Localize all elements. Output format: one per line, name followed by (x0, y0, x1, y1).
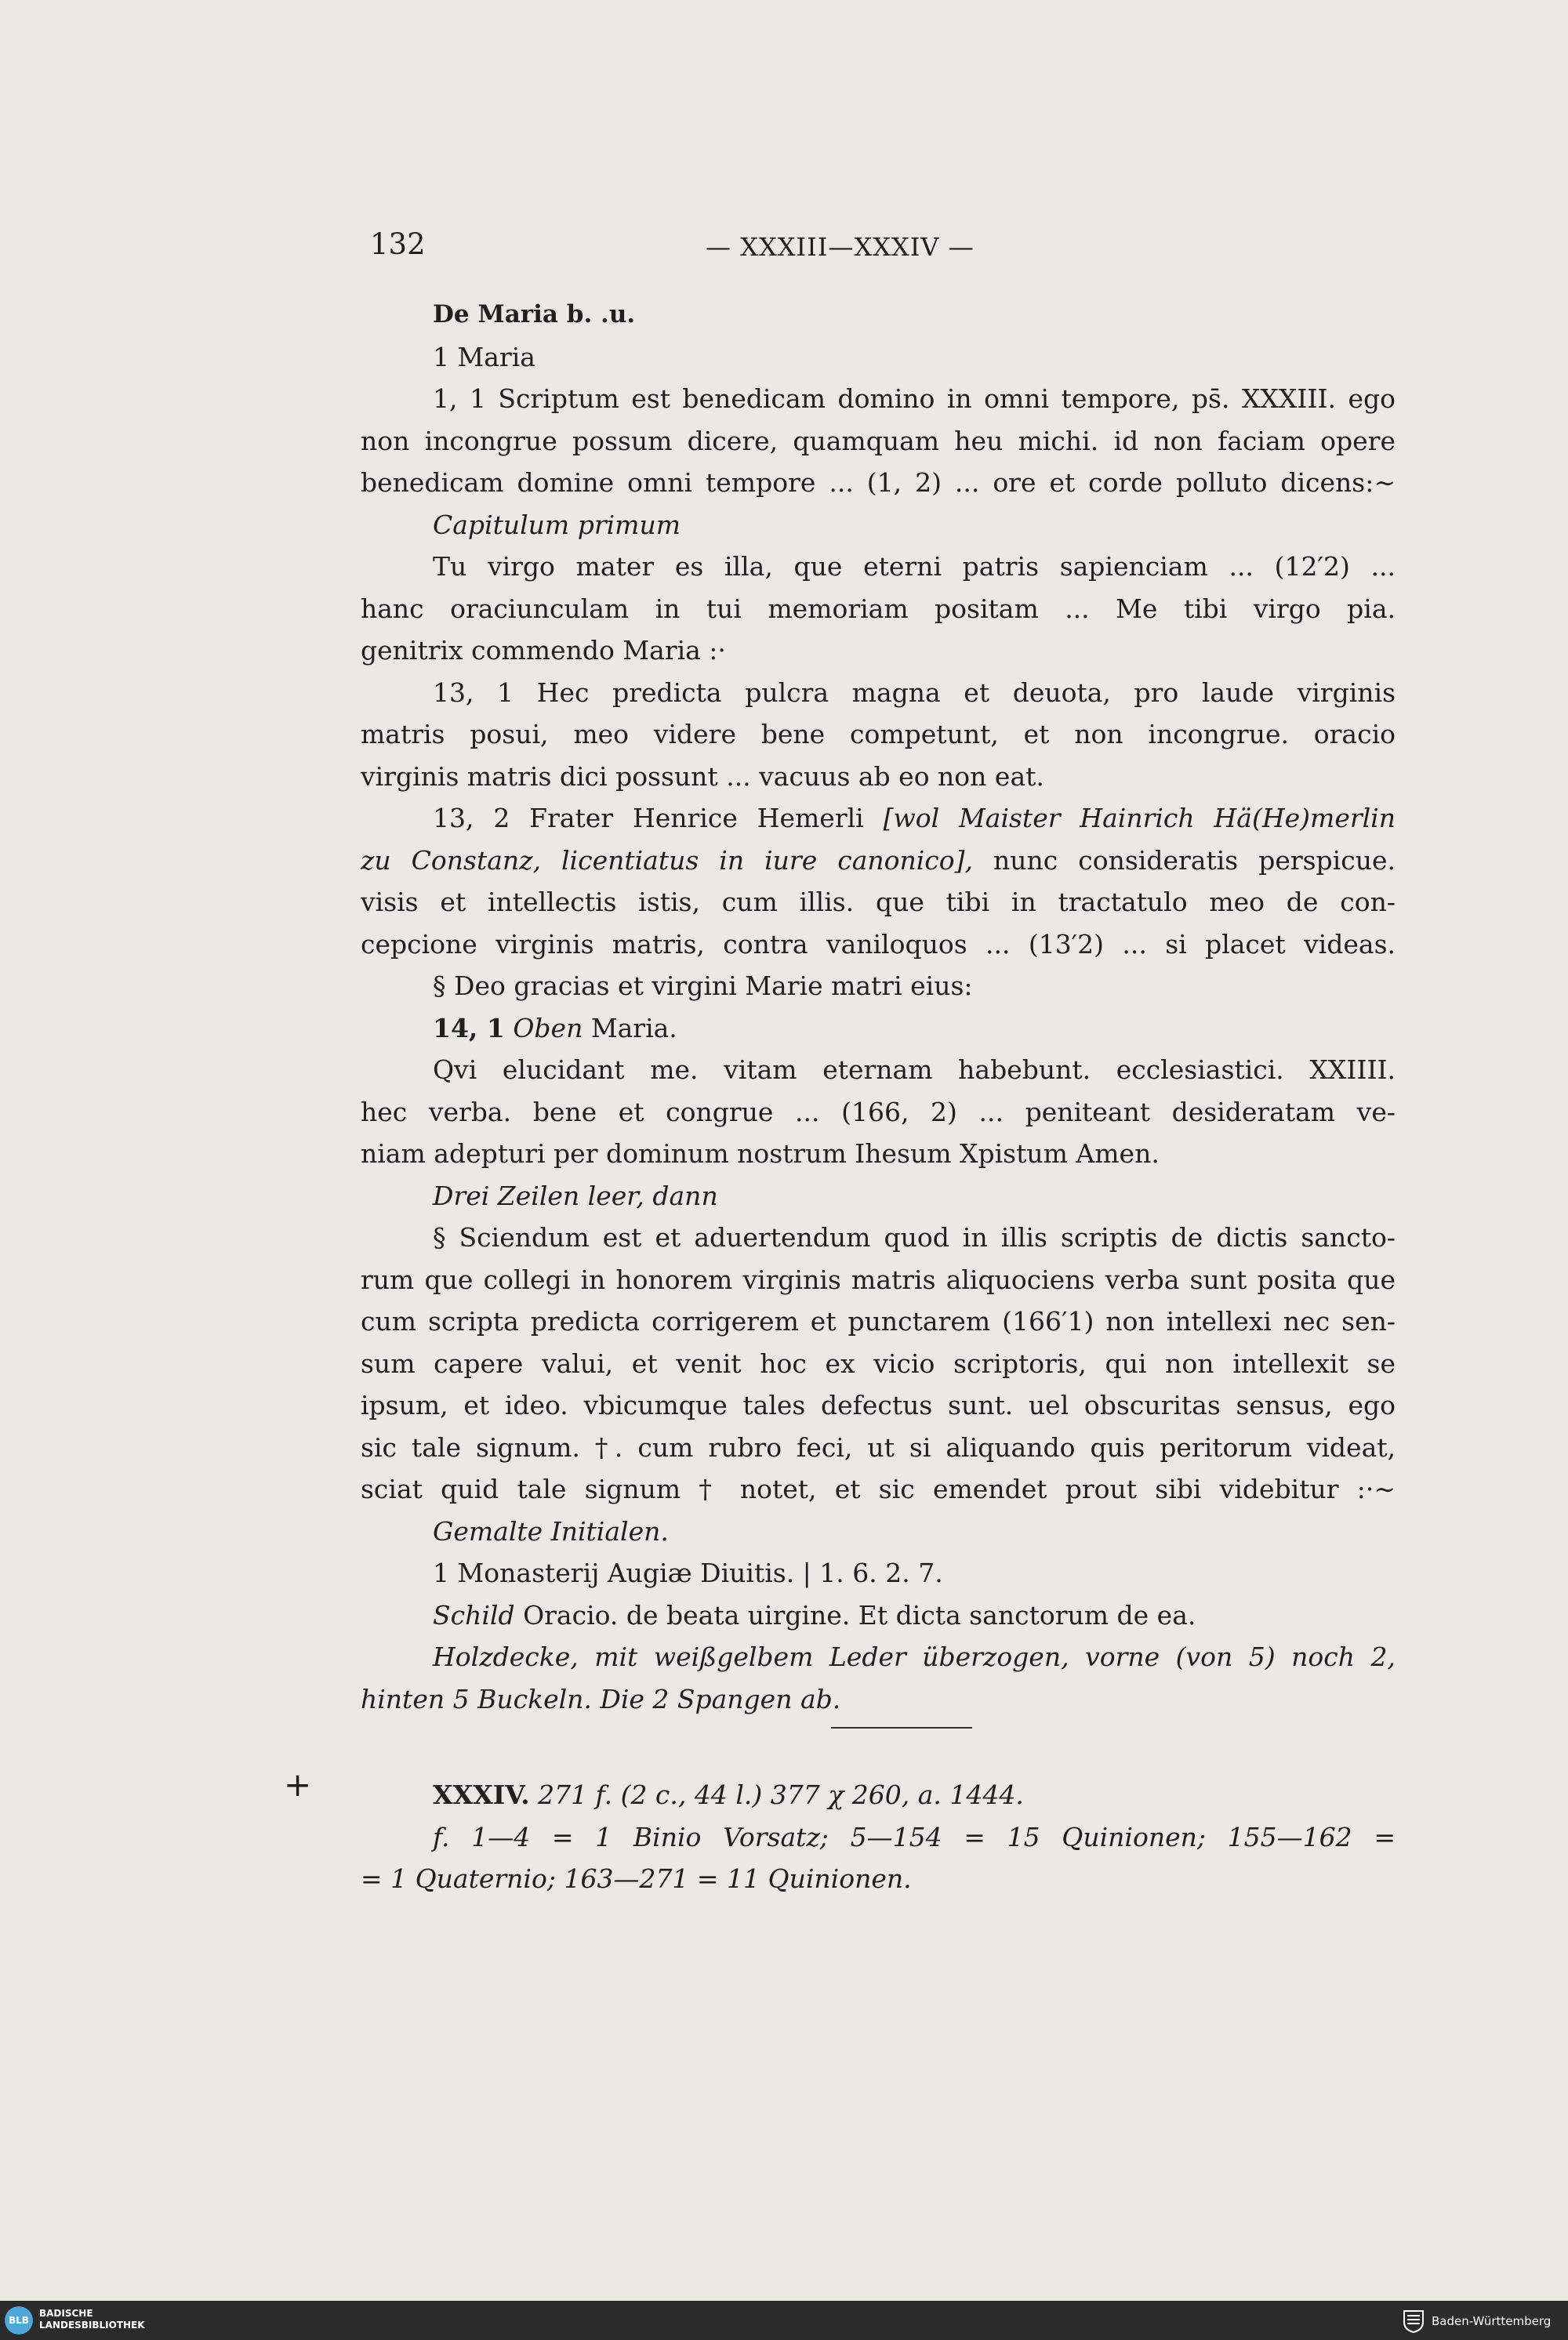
library-name-line: BADISCHE (39, 2308, 93, 2319)
text-line: rum que collegi in honorem virginis matris aliquociens verba sunt posita que (361, 1264, 1396, 1295)
text-line: sic tale signum. †. cum rubro feci, ut si aliquando quis peritorum videat, (361, 1431, 1396, 1463)
text-fragment: 13, 2 Frater Henrice Hemerli (433, 803, 864, 833)
italic-note: Gemalte Initialen. (433, 1515, 669, 1547)
text-line: sum capere valui, et venit hoc ex vicio scriptoris, qui non intellexit se (361, 1348, 1396, 1379)
entry-line: = 1 Quaternio; 163—271 = 11 Quinionen. (361, 1863, 912, 1894)
text-fragment: Maria. (590, 1012, 677, 1043)
text-line: § Deo gracias et virgini Marie matri eius: (433, 970, 973, 1001)
text-line (361, 840, 1396, 882)
text-line: 13, 1 Hec predicta pulcra magna et deuota, pro laude virginis (433, 677, 1396, 708)
baden-wuerttemberg-crest-icon (1402, 2308, 1425, 2333)
section-divider (831, 1727, 972, 1729)
text-line: non incongrue possum dicere, quamquam heu michi. id non faciam opere (361, 425, 1396, 456)
text-line (361, 1007, 1396, 1050)
text-fragment: 14, 1 (433, 1012, 505, 1043)
entry-description: 271 f. (2 c., 44 l.) 377 χ 260, a. 1444. (538, 1779, 1024, 1810)
entry-line: f. 1—4 = 1 Binio Vorsatz; 5—154 = 15 Quinionen; 155—162 = (433, 1821, 1396, 1852)
text-line (361, 797, 1396, 840)
manuscript-entry (361, 1773, 1396, 1899)
text-line: 1, 1 Scriptum est benedicam domino in omni tempore, ps̄. XXXIII. ego (433, 383, 1396, 414)
text-line: niam adepturi per dominum nostrum Ihesum Xpistum Amen. (361, 1138, 1160, 1169)
library-name (39, 2308, 145, 2331)
entry-line (361, 1773, 1396, 1816)
running-title: — XXXIII—XXXIV — (706, 232, 975, 262)
italic-note: Drei Zeilen leer, dann (433, 1180, 718, 1211)
footer-bar (0, 2301, 1568, 2340)
text-line: hanc oraciunculam in tui memoriam positam ... Me tibi virgo pia. (361, 593, 1396, 624)
margin-cross-mark: + (284, 1765, 312, 1804)
italic-note: Holzdecke, mit weißgelbem Leder überzogen, vorne (von 5) noch 2, (433, 1642, 1396, 1672)
entry-number: XXXIV. (433, 1779, 530, 1810)
blb-logo[interactable]: BLB (5, 2306, 33, 2335)
text-line: Tu virgo mater es illa, que eterni patris sapienciam ... (12′2) ... (433, 551, 1396, 582)
text-line: matris posui, meo videre bene competunt, et non incongrue. oracio (361, 719, 1396, 749)
text-line: § Sciendum est et aduertendum quod in illis scriptis de dictis sancto- (433, 1222, 1396, 1253)
italic-note: Schild (433, 1599, 515, 1631)
text-line: cum scripta predicta corrigerem et punctarem (166′1) non intellexi nec sen- (361, 1306, 1396, 1337)
library-name-line: LANDESBIBLIOTHEK (39, 2320, 145, 2331)
text-fragment: nunc consideratis perspicue. (993, 844, 1396, 876)
text-fragment: Oracio. de beata uirgine. Et dicta sanctorum de ea. (523, 1599, 1196, 1631)
text-line: 1 Maria (433, 341, 535, 372)
text-line: benedicam domine omni tempore ... (1, 2) ... ore et corde polluto dicens:∼ (361, 467, 1396, 498)
page-number: 132 (370, 227, 426, 261)
italic-note: Oben (513, 1012, 583, 1043)
italic-note: hinten 5 Buckeln. Die 2 Spangen ab. (361, 1683, 841, 1714)
text-line: cepcione virginis matris, contra vaniloquos ... (13′2) ... si placet videas. (361, 928, 1396, 960)
italic-note: zu Constanz, licentiatus in iure canonico], (361, 844, 974, 876)
text-line: 1 Monasterij Augiæ Diuitis. | 1. 6. 2. 7. (433, 1558, 943, 1588)
italic-note: [wol Maister Hainrich Hä(He)merlin (883, 803, 1396, 833)
state-name: Baden-Württemberg (1432, 2314, 1552, 2328)
text-line: virginis matris dici possunt ... vacuus ab eo non eat. (361, 760, 1044, 792)
text-line (361, 1594, 1396, 1637)
text-line: visis et intellectis istis, cum illis. que tibi in tractatulo meo de con- (361, 887, 1396, 917)
text-line: Qvi elucidant me. vitam eternam habebunt. ecclesiastici. XXIIII. (433, 1054, 1396, 1085)
text-line: ipsum, et ideo. vbicumque tales defectus sunt. uel obscuritas sensus, ego (361, 1390, 1396, 1420)
main-text-block (361, 294, 1396, 1720)
text-line: Capitulum primum (433, 509, 681, 540)
section-heading: De Maria b. .u. (433, 300, 636, 328)
text-line: sciat quid tale signum † notet, et sic emendet prout sibi videbitur :·∼ (361, 1474, 1396, 1504)
text-line: genitrix commendo Maria :· (361, 635, 726, 666)
text-line: hec verba. bene et congrue ... (166, 2) ... peniteant desideratam ve- (361, 1096, 1396, 1127)
